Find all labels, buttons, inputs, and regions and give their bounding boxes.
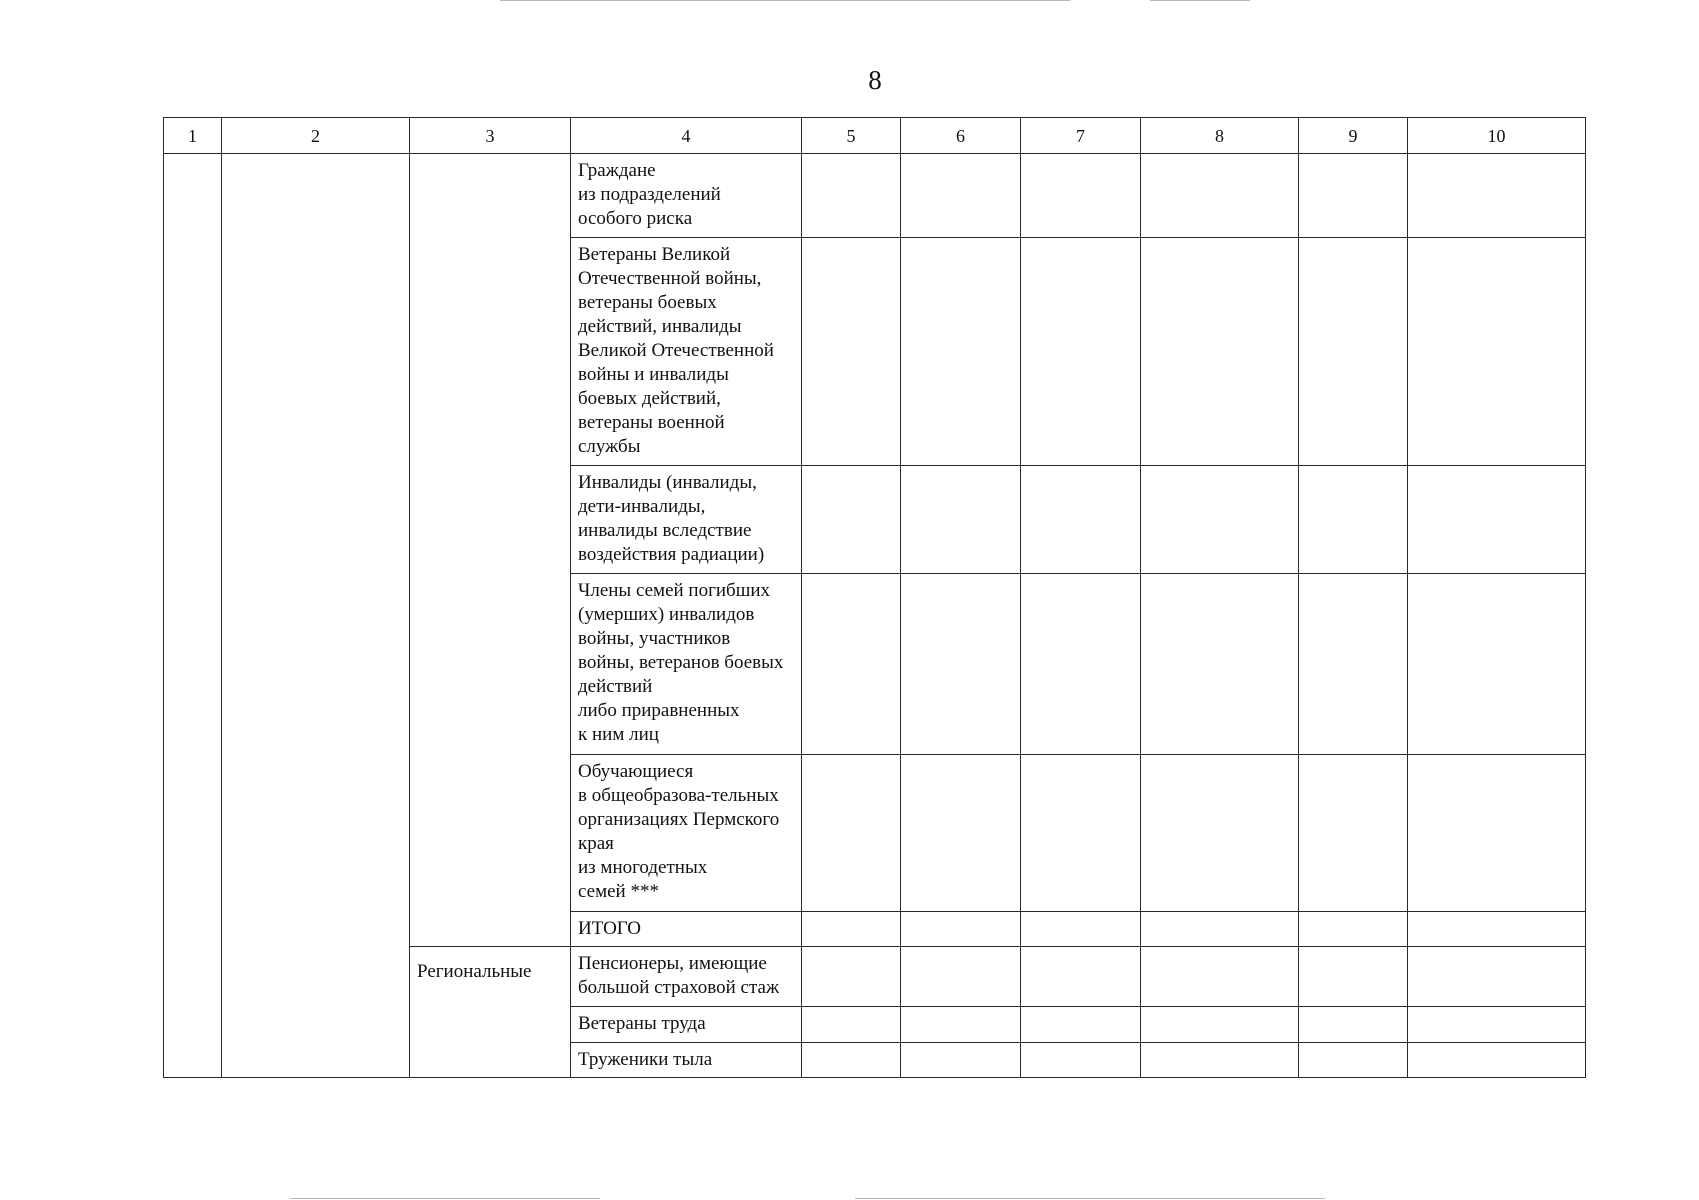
table-row [164, 154, 1586, 238]
category-cell [571, 466, 802, 574]
value-cell [901, 1007, 1021, 1043]
category-cell [571, 912, 802, 947]
value-cell [901, 574, 1021, 755]
value-cell [1408, 755, 1586, 912]
column-number-cell: 4 [571, 118, 802, 154]
value-cell [1021, 154, 1141, 238]
column-number-cell: 3 [410, 118, 571, 154]
scan-edge-line-bottom [290, 1198, 600, 1199]
column-number-cell: 10 [1408, 118, 1586, 154]
value-cell [901, 238, 1021, 466]
value-cell [1299, 238, 1408, 466]
value-cell [802, 154, 901, 238]
category-text: Ветераны труда [578, 1013, 706, 1034]
column-number-cell: 1 [164, 118, 222, 154]
value-cell [802, 574, 901, 755]
category-text: Члены семей погибших (умерших) инвалидов войны, участников войны, ветеранов боевых действий либо приравненных к ним лиц [578, 580, 784, 745]
value-cell [802, 1043, 901, 1078]
column-number-cell: 8 [1141, 118, 1299, 154]
page-number: 8 [868, 65, 882, 95]
value-cell [1299, 466, 1408, 574]
column-number-cell: 6 [901, 118, 1021, 154]
value-cell [1021, 912, 1141, 947]
value-cell [901, 947, 1021, 1007]
type-text: Региональные [417, 961, 532, 982]
value-cell [901, 755, 1021, 912]
value-cell [901, 154, 1021, 238]
category-cell [571, 755, 802, 912]
value-cell [1408, 1007, 1586, 1043]
value-cell [1141, 574, 1299, 755]
value-cell [1021, 755, 1141, 912]
value-cell [802, 755, 901, 912]
value-cell [1299, 574, 1408, 755]
value-cell [1141, 466, 1299, 574]
value-cell [1299, 912, 1408, 947]
category-text: Труженики тыла [578, 1049, 713, 1070]
category-text: Ветераны Великой Отечественной войны, ветераны боевых действий, инвалиды Великой Отечественной войны и инвалиды боевых действий, ветераны военной службы [578, 244, 774, 457]
value-cell [1021, 1043, 1141, 1078]
column-number-row [164, 118, 1586, 154]
column-number-cell: 2 [222, 118, 410, 154]
total-label: ИТОГО [578, 918, 642, 939]
value-cell [802, 912, 901, 947]
category-cell [571, 947, 802, 1007]
category-text: Обучающиеся в общеобразова-тельных организациях Пермского края из многодетных семей *** [578, 761, 780, 902]
value-cell [1408, 238, 1586, 466]
value-cell [802, 466, 901, 574]
value-cell [1141, 755, 1299, 912]
category-cell [571, 1043, 802, 1078]
value-cell [1408, 574, 1586, 755]
value-cell [1408, 1043, 1586, 1078]
value-cell [1141, 947, 1299, 1007]
category-cell [571, 574, 802, 755]
col-3-cell [410, 154, 571, 947]
value-cell [802, 1007, 901, 1043]
category-text: Инвалиды (инвалиды, дети-инвалиды, инвалиды вследствие воздействия радиации) [578, 472, 765, 565]
data-table [163, 117, 1586, 1078]
value-cell [1141, 1043, 1299, 1078]
value-cell [802, 238, 901, 466]
value-cell [1021, 238, 1141, 466]
col-1-cell [164, 154, 222, 1078]
scan-edge-line-top [500, 0, 1070, 1]
value-cell [1141, 1007, 1299, 1043]
value-cell [1408, 912, 1586, 947]
value-cell [901, 1043, 1021, 1078]
category-cell [571, 1007, 802, 1043]
category-cell [571, 238, 802, 466]
value-cell [1299, 1043, 1408, 1078]
value-cell [1021, 947, 1141, 1007]
value-cell [1299, 755, 1408, 912]
category-cell [571, 154, 802, 238]
col-2-cell [222, 154, 410, 1078]
value-cell [802, 947, 901, 1007]
value-cell [1141, 912, 1299, 947]
category-text: Граждане из подразделений особого риска [578, 160, 721, 229]
value-cell [901, 466, 1021, 574]
value-cell [1141, 238, 1299, 466]
value-cell [901, 912, 1021, 947]
column-number-cell: 7 [1021, 118, 1141, 154]
value-cell [1021, 574, 1141, 755]
value-cell [1141, 154, 1299, 238]
value-cell [1408, 466, 1586, 574]
column-number-cell: 5 [802, 118, 901, 154]
type-cell [410, 947, 571, 1078]
value-cell [1299, 1007, 1408, 1043]
value-cell [1408, 947, 1586, 1007]
scan-edge-line-top [1150, 0, 1250, 1]
column-number-cell: 9 [1299, 118, 1408, 154]
value-cell [1299, 154, 1408, 238]
scan-edge-line-bottom [855, 1198, 1325, 1199]
value-cell [1021, 1007, 1141, 1043]
value-cell [1021, 466, 1141, 574]
category-text: Пенсионеры, имеющие большой страховой стаж [578, 953, 780, 998]
value-cell [1299, 947, 1408, 1007]
value-cell [1408, 154, 1586, 238]
